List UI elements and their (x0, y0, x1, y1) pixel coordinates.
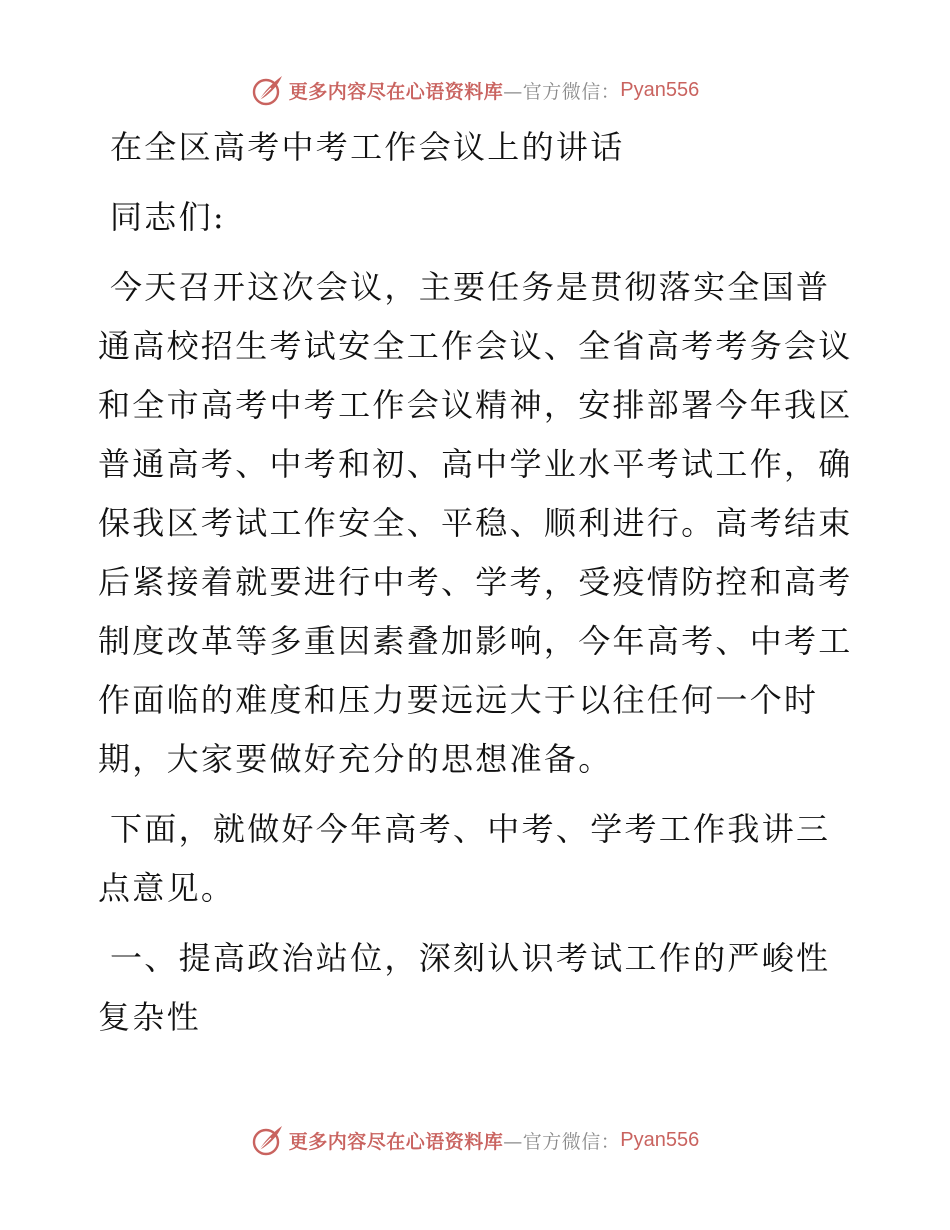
document-body (98, 118, 858, 1058)
body-paragraph-1-text: 今天召开这次会议，主要任务是贯彻落实全国普通高校招生考试安全工作会议、全省高考考务会议和全市高考中考工作会议精神，安排部署今年我区普通高考、中考和初、高中学业水平考试工作，确保我区考试工作安全、平稳、顺利进行。高考结束后紧接着就要进行中考、学考，受疫情防控和高考制度改革等多重因素叠加影响，今年高考、中考工作面临的难度和压力要远远大于以往任何一个时期，大家要做好充分的思想准备。 (98, 268, 853, 778)
watermark-separator: —官方微信： (503, 1130, 621, 1153)
watermark-wechat-id: Pyan556 (620, 1128, 700, 1151)
feather-logo-icon (251, 73, 285, 107)
feather-logo-icon (251, 1123, 285, 1157)
watermark-text: 更多内容尽在心语资料库 (288, 80, 504, 103)
section-heading-1-text: 一、提高政治站位，深刻认识考试工作的严峻性复杂性 (98, 939, 831, 1036)
watermark-wechat-id: Pyan556 (620, 78, 700, 101)
section-heading-1 (98, 929, 858, 1047)
watermark-text: 更多内容尽在心语资料库 (288, 1130, 504, 1153)
header-watermark (0, 70, 950, 110)
document-salutation: 同志们: (110, 198, 226, 236)
document-title: 在全区高考中考工作会议上的讲话 (110, 128, 625, 166)
body-paragraph-2-text: 下面，就做好今年高考、中考、学考工作我讲三点意见。 (98, 810, 831, 907)
body-paragraph-2 (98, 800, 858, 918)
watermark-separator: —官方微信： (503, 80, 621, 103)
body-paragraph-1 (98, 258, 858, 789)
footer-watermark (0, 1120, 950, 1160)
